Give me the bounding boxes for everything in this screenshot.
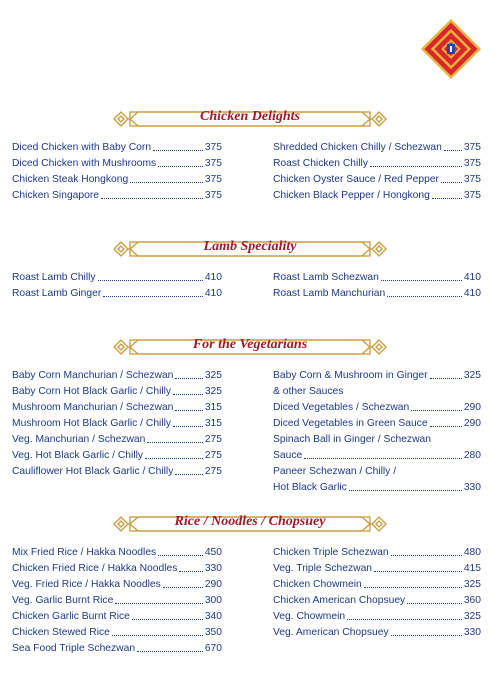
dot-leader (349, 490, 462, 491)
menu-item-price: 375 (463, 158, 481, 169)
dot-leader (347, 619, 462, 620)
dot-leader (145, 458, 203, 459)
menu-item-price: 410 (463, 272, 481, 283)
menu-item-name: Veg. Garlic Burnt Rice (12, 595, 114, 606)
menu-item-price: 325 (204, 386, 222, 397)
menu-item-price: 330 (463, 482, 481, 493)
dot-leader (364, 587, 462, 588)
menu-item (12, 186, 222, 202)
menu-item (273, 186, 481, 202)
menu-item-name: Shredded Chicken Chilly / Schezwan (273, 142, 442, 153)
menu-item-name: Chicken Garlic Burnt Rice (12, 611, 130, 622)
menu-item-price: 325 (463, 579, 481, 590)
menu-item-price: 325 (204, 370, 222, 381)
dot-leader (173, 394, 203, 395)
menu-item-name: Chicken Stewed Rice (12, 627, 110, 638)
menu-item-price: 300 (204, 595, 222, 606)
menu-item (12, 284, 222, 300)
menu-item (12, 170, 222, 186)
menu-item-price: 325 (463, 611, 481, 622)
dot-leader (430, 378, 462, 379)
menu-item-name: Chicken American Chopsuey (273, 595, 406, 606)
menu-item-price: 410 (463, 288, 481, 299)
menu-item-name: Baby Corn & Mushroom in Ginger (273, 370, 428, 381)
menu-item-name: Veg. Triple Schezwan (273, 563, 373, 574)
menu-item-name: Diced Chicken with Baby Corn (12, 142, 152, 153)
dot-leader (137, 651, 203, 652)
menu-item-name: Baby Corn Manchurian / Schezwan (12, 370, 174, 381)
menu-item-price: 290 (463, 402, 481, 413)
menu-item-name: Roast Lamb Manchurian (273, 288, 386, 299)
menu-item-name: Sea Food Triple Schezwan (12, 643, 136, 654)
menu-item-price: 290 (204, 579, 222, 590)
menu-item-name: Roast Lamb Schezwan (273, 272, 379, 283)
menu-item (273, 154, 481, 170)
menu-item-price: 375 (204, 190, 222, 201)
menu-item-name: Chicken Chowmein (273, 579, 362, 590)
dot-leader (101, 198, 203, 199)
menu-item-price: 350 (204, 627, 222, 638)
menu-item-name: Chicken Oyster Sauce / Red Pepper (273, 174, 439, 185)
menu-item-price: 315 (204, 402, 222, 413)
dot-leader (381, 280, 462, 281)
menu-item-name: Veg. American Chopsuey (273, 627, 389, 638)
menu-item (273, 623, 481, 639)
menu-item-price: 480 (463, 547, 481, 558)
dot-leader (179, 571, 202, 572)
dot-leader (173, 426, 203, 427)
menu-column-right (273, 268, 481, 300)
menu-item (273, 478, 481, 494)
menu-item-price: 360 (463, 595, 481, 606)
menu-column-left (12, 268, 222, 300)
menu-item (12, 607, 222, 623)
menu-item-name: Roast Lamb Ginger (12, 288, 102, 299)
menu-item (273, 366, 481, 382)
menu-item-price: 410 (204, 288, 222, 299)
dot-leader (432, 198, 462, 199)
section-lamb-speciality (0, 236, 500, 299)
dot-leader (158, 166, 203, 167)
section-banner (110, 236, 390, 262)
menu-item-price: 670 (204, 643, 222, 654)
dot-leader (158, 555, 203, 556)
dot-leader (103, 296, 203, 297)
menu-item (273, 543, 481, 559)
menu-item-name: Diced Vegetables / Schezwan (273, 402, 410, 413)
section-title: Chicken Delights (200, 109, 300, 124)
dot-leader (112, 635, 203, 636)
menu-item (12, 414, 222, 430)
menu-item-name: Chicken Black Pepper / Hongkong (273, 190, 430, 201)
menu-item-price: 375 (463, 174, 481, 185)
section-rice-noodles-chopsuey (0, 511, 500, 654)
dot-leader (304, 458, 462, 459)
menu-item-name: Chicken Triple Schezwan (273, 547, 389, 558)
menu-item-price: 290 (463, 418, 481, 429)
menu-item-name: Veg. Manchurian / Schezwan (12, 434, 146, 445)
dot-leader (441, 182, 462, 183)
section-chicken-delights (0, 106, 500, 201)
dot-leader (175, 410, 202, 411)
menu-item-price: 325 (463, 370, 481, 381)
dot-leader (153, 150, 203, 151)
menu-column-right (273, 366, 481, 494)
menu-item-name: Diced Chicken with Mushrooms (12, 158, 157, 169)
menu-column-left (12, 138, 222, 202)
menu-item (12, 382, 222, 398)
section-banner (110, 334, 390, 360)
menu-item (12, 591, 222, 607)
menu-item-price: 275 (204, 450, 222, 461)
dot-leader (163, 587, 203, 588)
section-banner (110, 106, 390, 132)
dot-leader (407, 603, 462, 604)
menu-item-price: 275 (204, 466, 222, 477)
dot-leader (98, 280, 203, 281)
menu-item (273, 462, 481, 478)
menu-item (273, 268, 481, 284)
menu-item-price: 375 (204, 158, 222, 169)
menu-item (273, 575, 481, 591)
menu-item-name: Veg. Chowmein (273, 611, 346, 622)
section-title: For the Vegetarians (192, 337, 308, 352)
menu-item (273, 382, 481, 398)
dot-leader (147, 442, 202, 443)
section-vegetarians (0, 334, 500, 493)
menu-item (273, 607, 481, 623)
section-title: Rice / Noodles / Chopsuey (174, 514, 326, 529)
menu-item-name: Mix Fried Rice / Hakka Noodles (12, 547, 157, 558)
menu-column-left (12, 366, 222, 478)
menu-item (12, 446, 222, 462)
menu-item (273, 398, 481, 414)
dot-leader (391, 555, 462, 556)
dot-leader (444, 150, 462, 151)
dot-leader (132, 619, 203, 620)
menu-item (12, 575, 222, 591)
menu-item-name: Cauliflower Hot Black Garlic / Chilly (12, 466, 174, 477)
menu-item-name: Veg. Hot Black Garlic / Chilly (12, 450, 144, 461)
menu-item-price: 375 (204, 174, 222, 185)
menu-item-price: 280 (463, 450, 481, 461)
menu-item-name: Chicken Steak Hongkong (12, 174, 129, 185)
menu-item-name: Mushroom Manchurian / Schezwan (12, 402, 174, 413)
menu-item (273, 559, 481, 575)
menu-item (12, 639, 222, 655)
menu-item-price: 450 (204, 547, 222, 558)
menu-item (12, 543, 222, 559)
menu-item-price: 375 (463, 142, 481, 153)
menu-item (12, 623, 222, 639)
dot-leader (175, 378, 202, 379)
menu-item-name: Baby Corn Hot Black Garlic / Chilly (12, 386, 172, 397)
menu-item (273, 591, 481, 607)
menu-item-price: 410 (204, 272, 222, 283)
menu-item (273, 430, 481, 446)
menu-item-price: 330 (463, 627, 481, 638)
menu-item (273, 170, 481, 186)
menu-item-price: 275 (204, 434, 222, 445)
menu-item (12, 268, 222, 284)
menu-item-price: 375 (204, 142, 222, 153)
menu-column-left (12, 543, 222, 655)
menu-item-name: Chicken Fried Rice / Hakka Noodles (12, 563, 178, 574)
menu-item-name: Roast Lamb Chilly (12, 272, 96, 283)
menu-item (273, 284, 481, 300)
menu-item (273, 414, 481, 430)
menu-item (273, 138, 481, 154)
menu-item (273, 446, 481, 462)
menu-item (12, 138, 222, 154)
menu-item-name: Diced Vegetables in Green Sauce (273, 418, 428, 429)
menu-item (12, 462, 222, 478)
menu-item-name: Chicken Singapore (12, 190, 100, 201)
menu-item-price: 340 (204, 611, 222, 622)
menu-item-name: & other Sauces (273, 386, 344, 397)
dot-leader (411, 410, 462, 411)
menu-item-name: Hot Black Garlic (273, 482, 347, 493)
restaurant-logo (420, 18, 482, 80)
menu-item-price: 330 (204, 563, 222, 574)
dot-leader (430, 426, 462, 427)
dot-leader (387, 296, 462, 297)
dot-leader (391, 635, 462, 636)
section-title: Lamb Speciality (203, 239, 297, 254)
menu-item-name: Roast Chicken Chilly (273, 158, 368, 169)
dot-leader (374, 571, 462, 572)
dot-leader (370, 166, 462, 167)
menu-item-name: Spinach Ball in Ginger / Schezwan (273, 434, 431, 445)
menu-item-name: Mushroom Hot Black Garlic / Chilly (12, 418, 172, 429)
menu-item (12, 559, 222, 575)
menu-item (12, 398, 222, 414)
menu-item-price: 415 (463, 563, 481, 574)
menu-item-price: 315 (204, 418, 222, 429)
menu-item (12, 366, 222, 382)
dot-leader (115, 603, 203, 604)
menu-column-right (273, 138, 481, 202)
menu-item-name: Sauce (273, 450, 303, 461)
dot-leader (175, 474, 202, 475)
menu-item-price: 375 (463, 190, 481, 201)
menu-item-name: Veg. Fried Rice / Hakka Noodles (12, 579, 161, 590)
menu-item (12, 430, 222, 446)
dot-leader (130, 182, 203, 183)
menu-column-right (273, 543, 481, 639)
section-banner (110, 511, 390, 537)
menu-item-name: Paneer Schezwan / Chilly / (273, 466, 397, 477)
menu-item (12, 154, 222, 170)
